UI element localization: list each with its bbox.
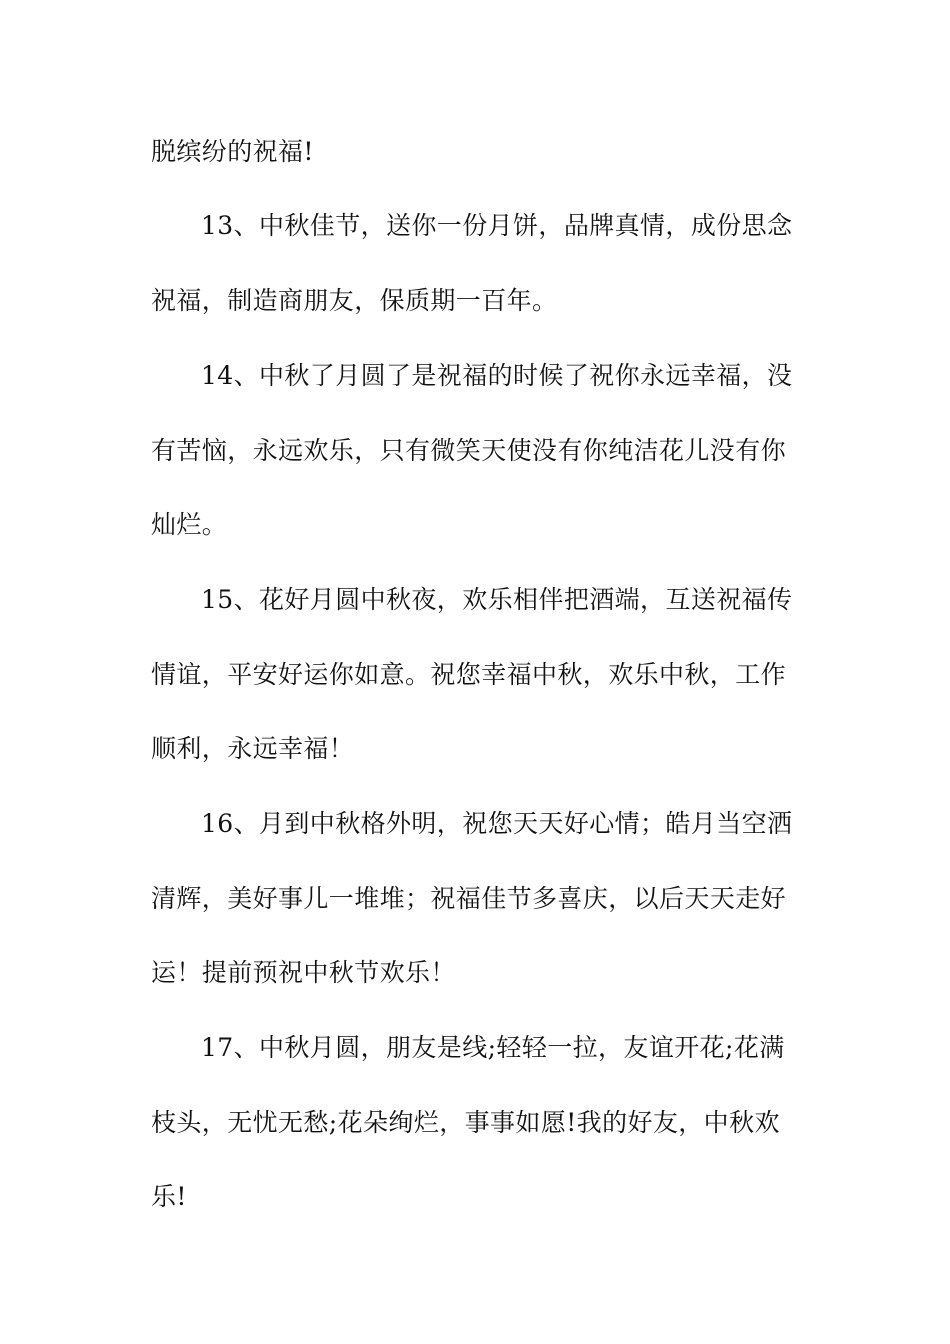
paragraph-14-line-3: 灿烂。: [151, 510, 228, 539]
paragraph-17-line-3: 乐!: [151, 1182, 187, 1211]
paragraph-16-line-1: 16、月到中秋格外明，祝您天天好心情；皓月当空洒: [201, 809, 793, 838]
paragraph-16-line-2: 清辉，美好事儿一堆堆；祝福佳节多喜庆，以后天天走好: [151, 884, 787, 913]
paragraph-14-line-1: 14、中秋了月圆了是祝福的时候了祝你永远幸福，没: [201, 361, 793, 390]
paragraph-16-line-3: 运！提前预祝中秋节欢乐！: [151, 958, 456, 987]
text-line: 脱缤纷的祝福!: [151, 137, 314, 166]
paragraph-15-line-1: 15、花好月圆中秋夜，欢乐相伴把酒端，互送祝福传: [201, 585, 793, 614]
paragraph-15-line-3: 顺利，永远幸福！: [151, 734, 355, 763]
paragraph-13-line-1: 13、中秋佳节，送你一份月饼，品牌真情，成份思念: [201, 211, 793, 240]
paragraph-13-line-2: 祝福，制造商朋友，保质期一百年。: [151, 286, 558, 315]
paragraph-14-line-2: 有苦恼，永远欢乐，只有微笑天使没有你纯洁花儿没有你: [151, 436, 787, 465]
paragraph-15-line-2: 情谊，平安好运你如意。祝您幸福中秋，欢乐中秋，工作: [151, 660, 787, 689]
paragraph-17-line-1: 17、中秋月圆，朋友是线;轻轻一拉，友谊开花;花满: [201, 1033, 785, 1062]
paragraph-17-line-2: 枝头，无忧无愁;花朵绚烂，事事如愿!我的好友，中秋欢: [151, 1108, 780, 1137]
